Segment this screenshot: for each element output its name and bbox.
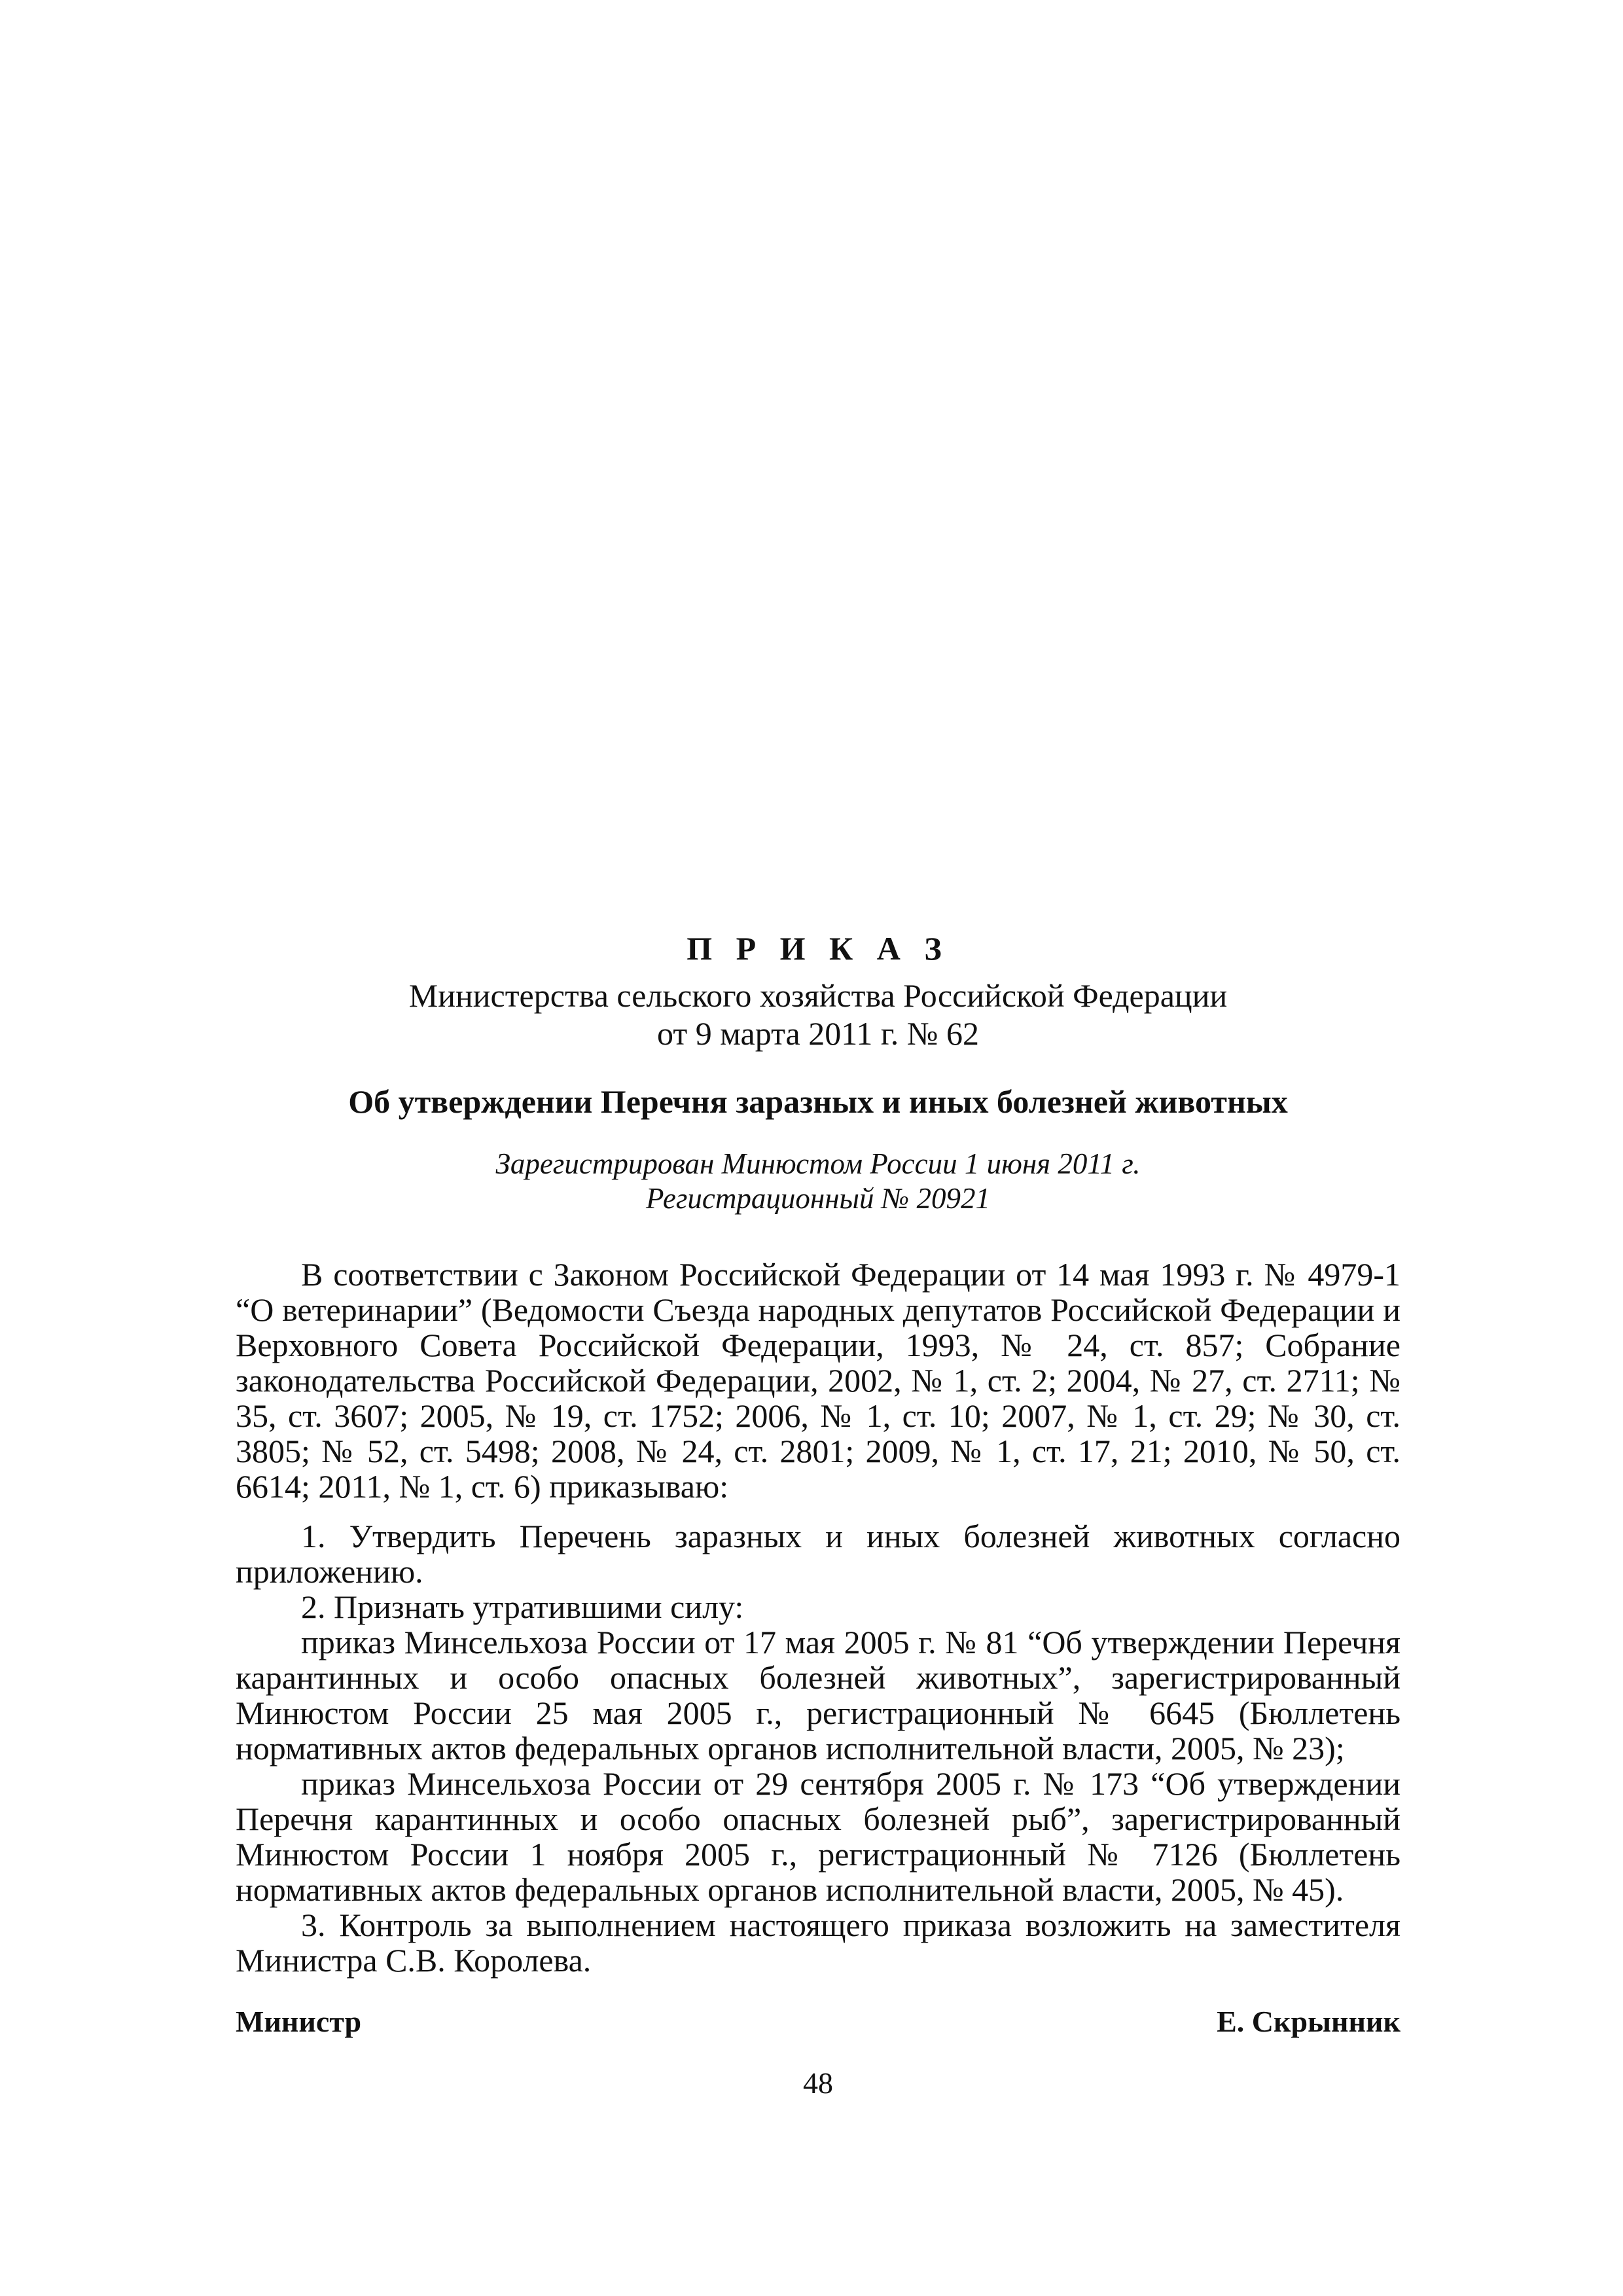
item-3-paragraph: 3. Контроль за выполнением настоящего приказа возложить на заместителя Министра С.В. Королева.	[236, 1907, 1400, 1979]
item-2-paragraph: 2. Признать утратившими силу:	[301, 1588, 744, 1625]
issuer-line	[236, 977, 1400, 1052]
document-subject: Об утверждении Перечня заразных и иных болезней животных	[348, 1083, 1288, 1120]
document-page	[236, 929, 1400, 2101]
registration-note	[236, 1147, 1400, 1216]
signatory-name: Е. Скрынник	[1217, 2005, 1400, 2038]
issuer-date-number: от 9 марта 2011 г. № 62	[657, 1015, 979, 1052]
issuer-ministry: Министерства сельского хозяйства Российской Федерации	[408, 977, 1228, 1014]
item-2a-paragraph: приказ Минсельхоза России от 17 мая 2005 г. № 81 “Об утверждении Перечня карантинных и особо опасных болезней животных”, зарегистрированный Минюстом России 25 мая 2005 г., регистрационный № 6645 (Бюллетень нормативных актов федеральных органов исполнительной власти, 2005, № 23);	[236, 1624, 1400, 1767]
item-1-paragraph: 1. Утвердить Перечень заразных и иных болезней животных согласно приложению.	[236, 1518, 1400, 1590]
page-number: 48	[803, 2066, 833, 2100]
document-body	[236, 1257, 1400, 1978]
item-2b-paragraph: приказ Минсельхоза России от 29 сентября 2005 г. № 173 “Об утверждении Перечня карантинных и особо опасных болезней рыб”, зарегистрированный Минюстом России 1 ноября 2005 г., регистрационный № 7126 (Бюллетень нормативных актов федеральных органов исполнительной власти, 2005, № 45).	[236, 1765, 1400, 1908]
preamble-paragraph: В соответствии с Законом Российской Федерации от 14 мая 1993 г. № 4979-1 “О ветеринарии” (Ведомости Съезда народных депутатов Российской Федерации и Верховного Совета Российской Федерации, 1993, № 24, ст. 857; Собрание законодательства Российской Федерации, 2002, № 1, ст. 2; 2004, № 27, ст. 2711; № 35, ст. 3607; 2005, № 19, ст. 1752; 2006, № 1, ст. 10; 2007, № 1, ст. 29; № 30, ст. 3805; № 52, ст. 5498; 2008, № 24, ст. 2801; 2009, № 1, ст. 17, 21; 2010, № 50, ст. 6614; 2011, № 1, ст. 6) приказываю:	[236, 1256, 1400, 1505]
signatory-position: Министр	[236, 2005, 362, 2038]
signature-block	[236, 2004, 1400, 2039]
registration-date: Зарегистрирован Минюстом России 1 июня 2011 г.	[495, 1147, 1141, 1180]
registration-number: Регистрационный № 20921	[646, 1182, 990, 1215]
document-title: П Р И К А З	[687, 930, 950, 967]
